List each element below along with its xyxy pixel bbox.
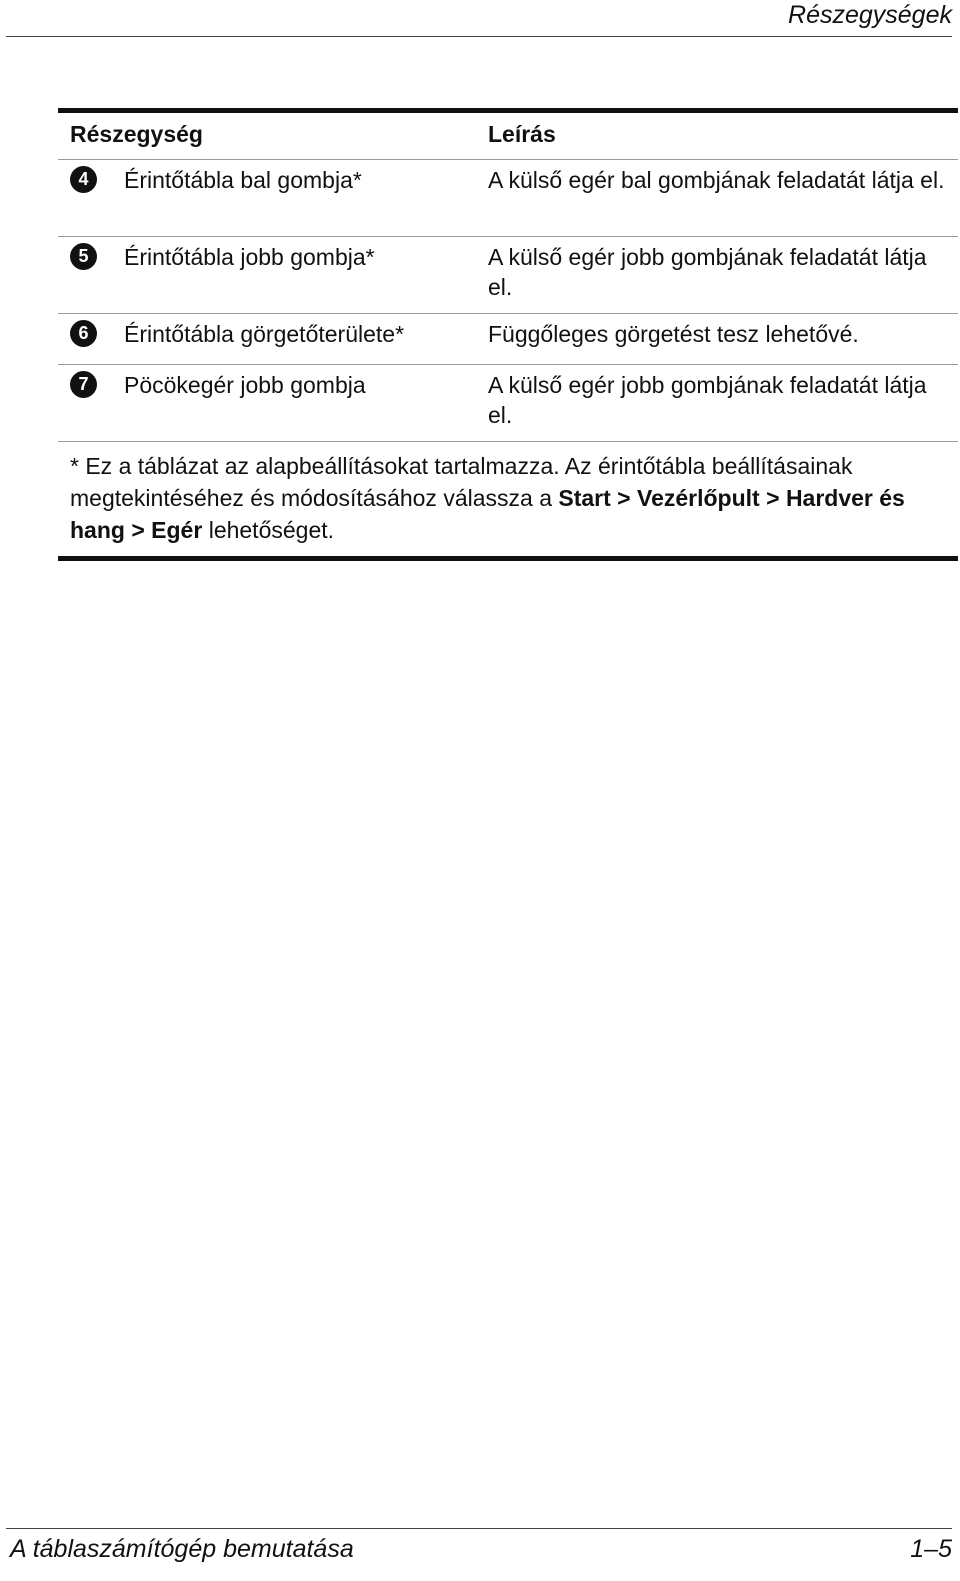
component-name: Pöcökegér jobb gombja [124, 372, 366, 398]
footnote-text-end: lehetőséget. [202, 517, 335, 543]
column-header-description: Leírás [488, 121, 556, 147]
component-name: Érintőtábla bal gombja* [124, 167, 362, 193]
footnote-text: * Ez a táblázat az alapbeállításokat tartalmazza. Az érintőtábla beállításainak megtekintéséhez és módosításához válassza a [70, 453, 853, 511]
table-row [58, 160, 958, 236]
table-header-row [58, 113, 958, 159]
page-number: 1–5 [910, 1535, 952, 1563]
callout-number: 4 [70, 166, 97, 193]
menu-hardware-sound: Hardver és hang [70, 485, 905, 543]
column-header-component: Részegység [70, 121, 203, 147]
component-name: Érintőtábla jobb gombja* [124, 244, 375, 270]
menu-mouse: Egér [151, 517, 203, 543]
page-header [6, 0, 952, 37]
book-title: A táblaszámítógép bemutatása [10, 1535, 354, 1563]
components-table [58, 108, 958, 561]
running-head: Részegységek [788, 1, 952, 29]
menu-separator: > [610, 485, 638, 511]
table-row [58, 365, 958, 441]
table-row [58, 237, 958, 313]
table-bottom-rule [58, 556, 958, 561]
callout-number: 7 [70, 371, 97, 398]
menu-separator: > [759, 485, 786, 511]
component-description: A külső egér jobb gombjának feladatát látja el. [488, 244, 927, 300]
table-footnote [58, 442, 950, 556]
component-description: Függőleges görgetést tesz lehetővé. [488, 321, 859, 347]
page-footer [6, 1528, 952, 1579]
component-description: A külső egér bal gombjának feladatát látja el. [488, 167, 945, 193]
menu-separator: > [124, 517, 152, 543]
menu-control-panel: Vezérlőpult [637, 485, 760, 511]
callout-number: 5 [70, 243, 97, 270]
component-description: A külső egér jobb gombjának feladatát látja el. [488, 372, 927, 428]
table-row [58, 314, 958, 364]
menu-start: Start [558, 485, 611, 511]
callout-number: 6 [70, 320, 97, 347]
component-name: Érintőtábla görgetőterülete* [124, 321, 405, 347]
